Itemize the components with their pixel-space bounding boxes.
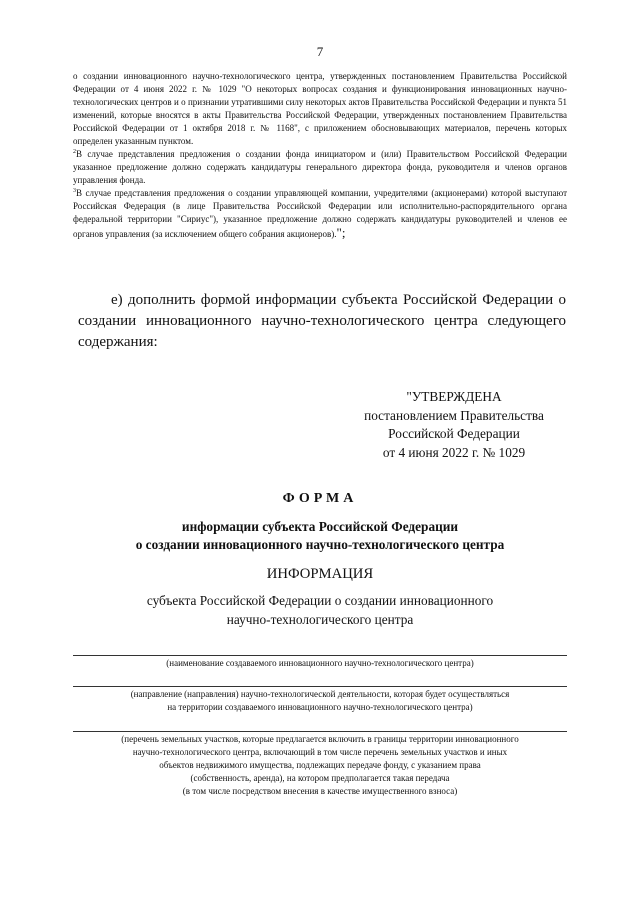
field-caption-1-line-1: (наименование создаваемого инновационного научно-технологического центра)	[166, 658, 474, 668]
footnote-3-mark: 3	[73, 188, 76, 194]
field-caption-2-line-1: (направление (направления) научно-технологической деятельности, которая будет осуществляться	[130, 689, 510, 699]
field-caption-3-line-3: объектов недвижимого имущества, подлежащих передаче фонду, с указанием права	[159, 760, 481, 770]
info-subtitle-line-1: субъекта Российской Федерации о создании инновационного	[146, 593, 494, 608]
approval-line-2: постановлением Правительства	[364, 407, 544, 423]
footnote-closing-quote: ";	[336, 225, 346, 240]
form-subtitle	[0, 518, 640, 554]
footnote-2-text: В случае представления предложения о создании фонда инициатором и (или) Правительством Российской Федерации указанное предложение должно содержать кандидатуры генерального директора фонда, руководителя и членов органов управления фонда.	[73, 149, 567, 185]
approval-line-1: "УТВЕРЖДЕНА	[406, 389, 502, 404]
page-number: 7	[316, 44, 324, 59]
field-caption-2-line-2: на территории создаваемого инновационного научно-технологического центра)	[167, 702, 473, 712]
field-caption-3-line-1: (перечень земельных участков, которые предлагается включить в границы территории инновационного	[121, 734, 519, 744]
footnote-continuation: о создании инновационного научно-технологического центра, утвержденных постановлением Правительства Российской Федерации от 4 июня 2022 г. № 1029 "О некоторых вопросах создания и функционирования инновационных научно-технологических центров и о признании утратившими силу некоторых актов Правительства Российской Федерации и пункта 51 изменений, которые вносятся в акты Правительства Российской Федерации, утвержденных постановлением Правительства Российской Федерации от 1 октября 2018 г. № 1168", с приложением обосновывающих материалов, перечень которых определен указанным пунктом.	[73, 71, 567, 146]
field-line-3	[73, 731, 567, 732]
info-title: ИНФОРМАЦИЯ	[266, 566, 374, 582]
approval-stamp	[340, 388, 568, 462]
footnote-3-text: В случае представления предложения о создании управляющей компании, учредителями (акционерами) которой выступают Российская Федерация (в лице Правительства Российской Федерации или исполнительно-распорядительного органа федеральной территории "Сириус"), указанное предложение должно содержать кандидатуры руководителей и членов ее органов управления (за исключением общего собрания акционеров).	[73, 188, 567, 239]
info-subtitle-line-2: научно-технологического центра	[226, 611, 414, 627]
field-caption-3-line-5: (в том числе посредством внесения в качестве имущественного взноса)	[182, 786, 458, 796]
field-line-2	[73, 686, 567, 687]
field-line-1	[73, 655, 567, 656]
footnotes	[73, 70, 567, 241]
field-caption-3-line-4: (собственность, аренда), на котором предполагается такая передача	[190, 773, 450, 783]
form-subtitle-line-2: о создании инновационного научно-технологического центра	[135, 537, 505, 552]
footnote-2	[73, 148, 567, 187]
approval-line-4: от 4 июня 2022 г. № 1029	[382, 444, 526, 460]
form-title: ФОРМА	[282, 491, 358, 506]
footnote-2-mark: 2	[73, 149, 76, 155]
footnote-3	[73, 187, 567, 241]
approval-line-3: Российской Федерации	[388, 426, 520, 441]
field-caption-3	[73, 733, 567, 798]
field-caption-3-line-2: научно-технологического центра, включающий в том числе перечень земельных участков и иных	[132, 747, 508, 757]
form-subtitle-line-1: информации субъекта Российской Федерации	[181, 519, 459, 534]
info-subtitle	[0, 592, 640, 629]
field-caption-2	[73, 688, 567, 714]
field-caption-1	[73, 657, 567, 670]
item-e-paragraph: е) дополнить формой информации субъекта Российской Федерации о создании инновационного научно-технологического центра следующего содержания:	[78, 292, 566, 350]
